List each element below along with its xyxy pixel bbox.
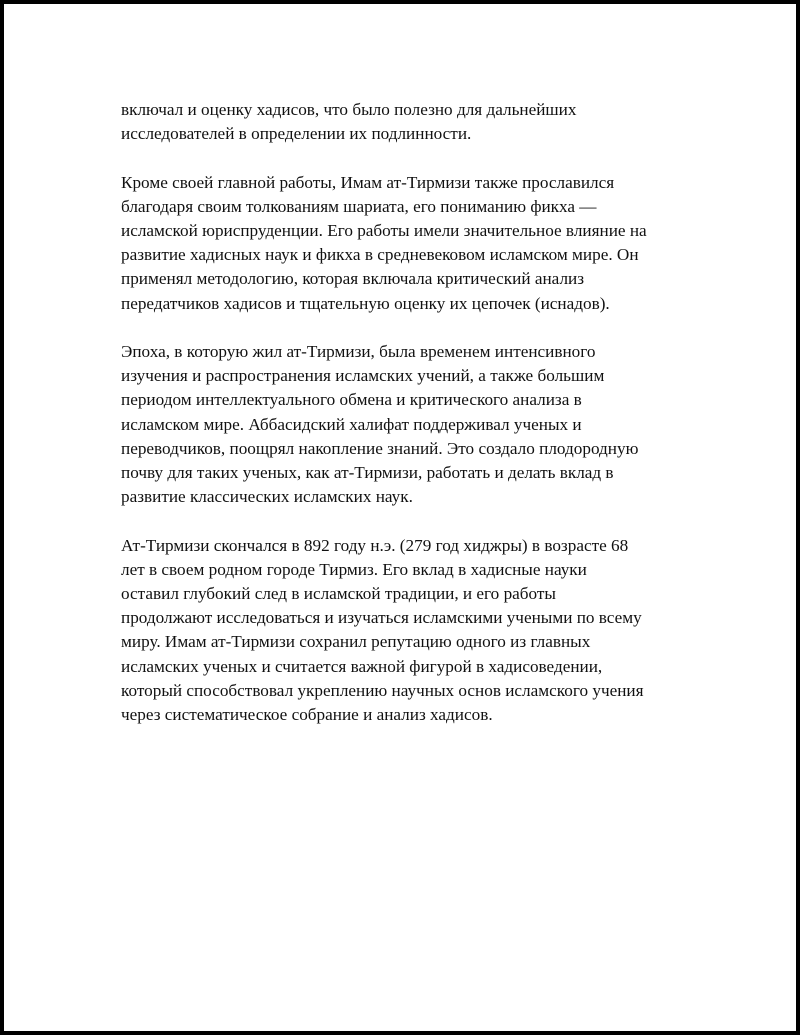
text-line: применял методологию, которая включала критический анализ <box>121 269 585 289</box>
paragraph-4 <box>121 534 721 728</box>
text-line: лет в своем родном городе Тирмиз. Его вклад в хадисные науки <box>121 559 587 579</box>
text-line: включал и оценку хадисов, что было полезно для дальнейших <box>121 100 577 119</box>
text-line: периодом интеллектуального обмена и критического анализа в <box>121 390 582 410</box>
text-line: оставил глубокий след в исламской традиции, и его работы <box>121 584 556 604</box>
text-line: Ат-Тирмизи скончался в 892 году н.э. (279 год хиджры) в возрасте 68 <box>121 535 629 555</box>
text-line: переводчиков, поощрял накопление знаний. Это создало плодородную <box>121 438 639 458</box>
text-line: изучения и распространения исламских учений, а также большим <box>121 366 605 386</box>
paragraph-3 <box>121 340 721 509</box>
text-line: Кроме своей главной работы, Имам ат-Тирмизи также прославился <box>121 172 615 192</box>
text-line: который способствовал укреплению научных основ исламского учения <box>121 680 644 700</box>
text-line: почву для таких ученых, как ат-Тирмизи, работать и делать вклад в <box>121 463 614 483</box>
text-line: развитие хадисных наук и фикха в средневековом исламском мире. Он <box>121 245 639 265</box>
text-line: миру. Имам ат-Тирмизи сохранил репутацию одного из главных <box>121 632 591 652</box>
text-line: исследователей в определении их подлинности. <box>121 124 472 144</box>
text-line: исламских ученых и считается важной фигурой в хадисоведении, <box>121 656 603 676</box>
text-line: продолжают исследоваться и изучаться исламскими учеными по всему <box>121 608 642 628</box>
text-line: передатчиков хадисов и тщательную оценку их цепочек (иснадов). <box>121 293 610 313</box>
page-content <box>121 98 721 751</box>
text-line: развитие классических исламских наук. <box>121 487 413 507</box>
text-line: через систематическое собрание и анализ хадисов. <box>121 705 493 725</box>
paragraph-1 <box>121 98 721 146</box>
text-line: Эпоха, в которую жил ат-Тирмизи, была временем интенсивного <box>121 342 596 361</box>
text-line: исламском мире. Аббасидский халифат поддерживал ученых и <box>121 414 582 434</box>
text-line: благодаря своим толкованиям шариата, его пониманию фикха — <box>121 196 597 216</box>
paragraph-2 <box>121 171 721 316</box>
text-line: исламской юриспруденции. Его работы имели значительное влияние на <box>121 221 647 240</box>
